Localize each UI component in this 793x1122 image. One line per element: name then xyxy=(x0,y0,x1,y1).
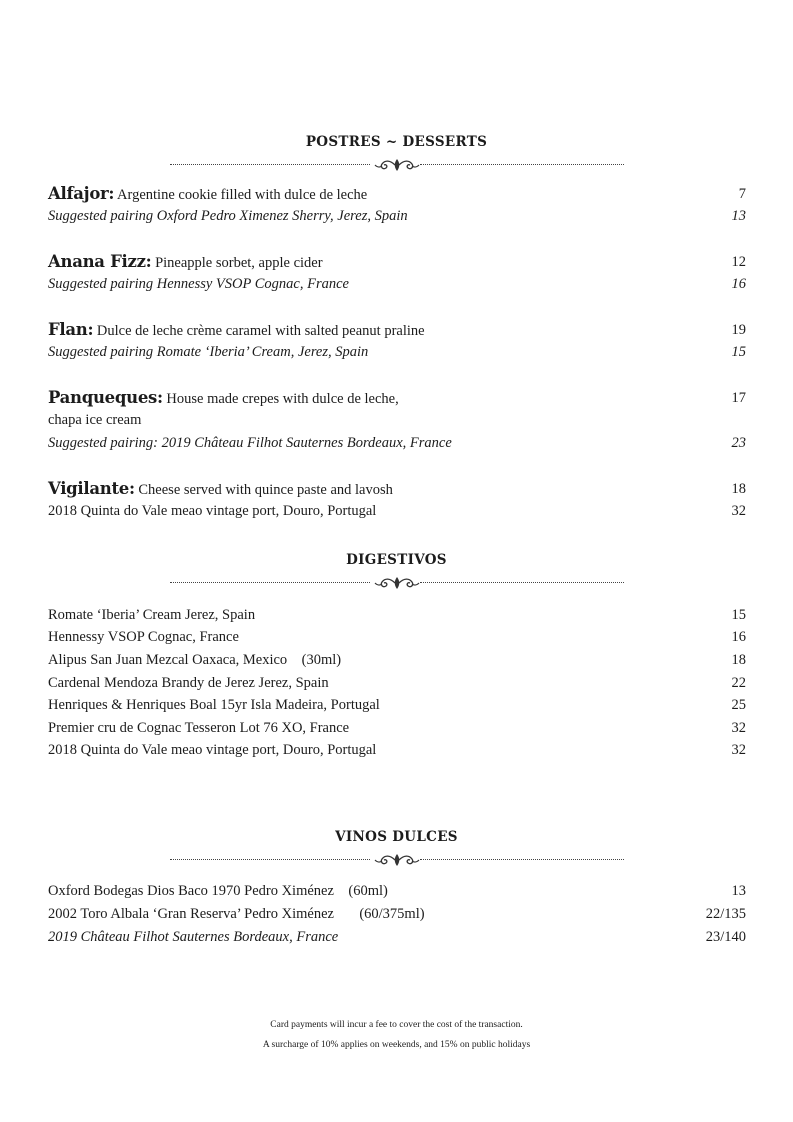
wine-price: 22/135 xyxy=(705,906,746,922)
drink-name: Henriques & Henriques Boal 15yr Isla Madeira, Portugal xyxy=(48,697,380,713)
dish-price: 7 xyxy=(738,186,746,202)
dish-price: 12 xyxy=(731,254,746,270)
digestivos-title: DIGESTIVOS xyxy=(346,552,447,568)
pairing-row xyxy=(48,342,746,362)
dish-description: House made crepes with dulce de leche, xyxy=(166,391,399,407)
dish-name: Flan: xyxy=(48,320,94,339)
dish-price: 19 xyxy=(731,322,746,338)
pairing-row xyxy=(48,501,746,521)
dish-description-continued xyxy=(48,410,746,430)
drink-price: 32 xyxy=(731,742,746,758)
list-item xyxy=(48,695,746,715)
drink-price: 22 xyxy=(731,675,746,691)
pairing-price: 15 xyxy=(731,344,746,360)
list-item xyxy=(48,904,746,924)
footer-card-fee-note: Card payments will incur a fee to cover the cost of the transaction. xyxy=(270,1020,523,1030)
pairing-text: Suggested pairing Oxford Pedro Ximenez Sherry, Jerez, Spain xyxy=(48,208,408,224)
drink-price: 18 xyxy=(731,652,746,668)
pairing-price: 16 xyxy=(731,276,746,292)
drink-name: 2018 Quinta do Vale meao vintage port, Douro, Portugal xyxy=(48,742,377,758)
list-item xyxy=(48,650,746,670)
dish-price: 17 xyxy=(731,390,746,406)
dish-description: Cheese served with quince paste and lavosh xyxy=(138,482,393,498)
digestivos-divider xyxy=(170,575,624,591)
pairing-text: Suggested pairing: 2019 Château Filhot Sauternes Bordeaux, France xyxy=(48,435,452,451)
menu-item-panqueques xyxy=(48,388,746,408)
wine-price: 23/140 xyxy=(705,929,746,945)
dish-description-cont: chapa ice cream xyxy=(48,412,142,428)
pairing-text: 2018 Quinta do Vale meao vintage port, Douro, Portugal xyxy=(48,503,377,519)
pairing-price: 32 xyxy=(731,503,746,519)
list-item xyxy=(48,718,746,738)
dish-name: Vigilante: xyxy=(48,479,135,498)
flourish-ornament-icon xyxy=(374,157,420,173)
pairing-row xyxy=(48,433,746,453)
flourish-ornament-icon xyxy=(374,575,420,591)
pairing-text: Suggested pairing Romate ‘Iberia’ Cream, Jerez, Spain xyxy=(48,344,369,360)
wine-price: 13 xyxy=(731,883,746,899)
pairing-row xyxy=(48,206,746,226)
dish-description: Argentine cookie filled with dulce de leche xyxy=(117,187,368,203)
list-item xyxy=(48,881,746,901)
dish-name: Panqueques: xyxy=(48,388,163,407)
footer-surcharge-note: A surcharge of 10% applies on weekends, and 15% on public holidays xyxy=(262,1040,531,1050)
dish-description: Pineapple sorbet, apple cider xyxy=(155,255,323,271)
list-item xyxy=(48,627,746,647)
desserts-divider xyxy=(170,157,624,173)
menu-item-anana-fizz xyxy=(48,252,746,272)
drink-price: 15 xyxy=(731,607,746,623)
vinos-dulces-title: VINOS DULCES xyxy=(335,829,458,845)
list-item xyxy=(48,740,746,760)
dish-description: Dulce de leche crème caramel with salted peanut praline xyxy=(96,323,425,339)
menu-item-vigilante xyxy=(48,479,746,499)
desserts-title: POSTRES ~ DESSERTS xyxy=(305,134,488,150)
drink-name: Alipus San Juan Mezcal Oaxaca, Mexico (30ml) xyxy=(48,652,342,668)
pairing-price: 23 xyxy=(731,435,746,451)
drink-price: 32 xyxy=(731,720,746,736)
wine-name: 2002 Toro Albala ‘Gran Reserva’ Pedro Ximénez (60/375ml) xyxy=(48,906,425,922)
dish-price: 18 xyxy=(731,481,746,497)
vinos-dulces-divider xyxy=(170,852,624,868)
menu-item-flan xyxy=(48,320,746,340)
wine-name: Oxford Bodegas Dios Baco 1970 Pedro Ximénez (60ml) xyxy=(48,883,388,899)
dish-name: Alfajor: xyxy=(48,184,115,203)
drink-price: 16 xyxy=(731,629,746,645)
drink-name: Premier cru de Cognac Tesseron Lot 76 XO, France xyxy=(48,720,350,736)
drink-price: 25 xyxy=(731,697,746,713)
wine-name: 2019 Château Filhot Sauternes Bordeaux, France xyxy=(48,929,339,945)
list-item xyxy=(48,605,746,625)
drink-name: Cardenal Mendoza Brandy de Jerez Jerez, Spain xyxy=(48,675,329,691)
pairing-text: Suggested pairing Hennessy VSOP Cognac, France xyxy=(48,276,349,292)
drink-name: Hennessy VSOP Cognac, France xyxy=(48,629,239,645)
flourish-ornament-icon xyxy=(374,852,420,868)
list-item xyxy=(48,673,746,693)
menu-item-alfajor xyxy=(48,184,746,204)
list-item xyxy=(48,927,746,947)
drink-name: Romate ‘Iberia’ Cream Jerez, Spain xyxy=(48,607,256,623)
pairing-price: 13 xyxy=(731,208,746,224)
dish-name: Anana Fizz: xyxy=(48,252,152,271)
pairing-row xyxy=(48,274,746,294)
